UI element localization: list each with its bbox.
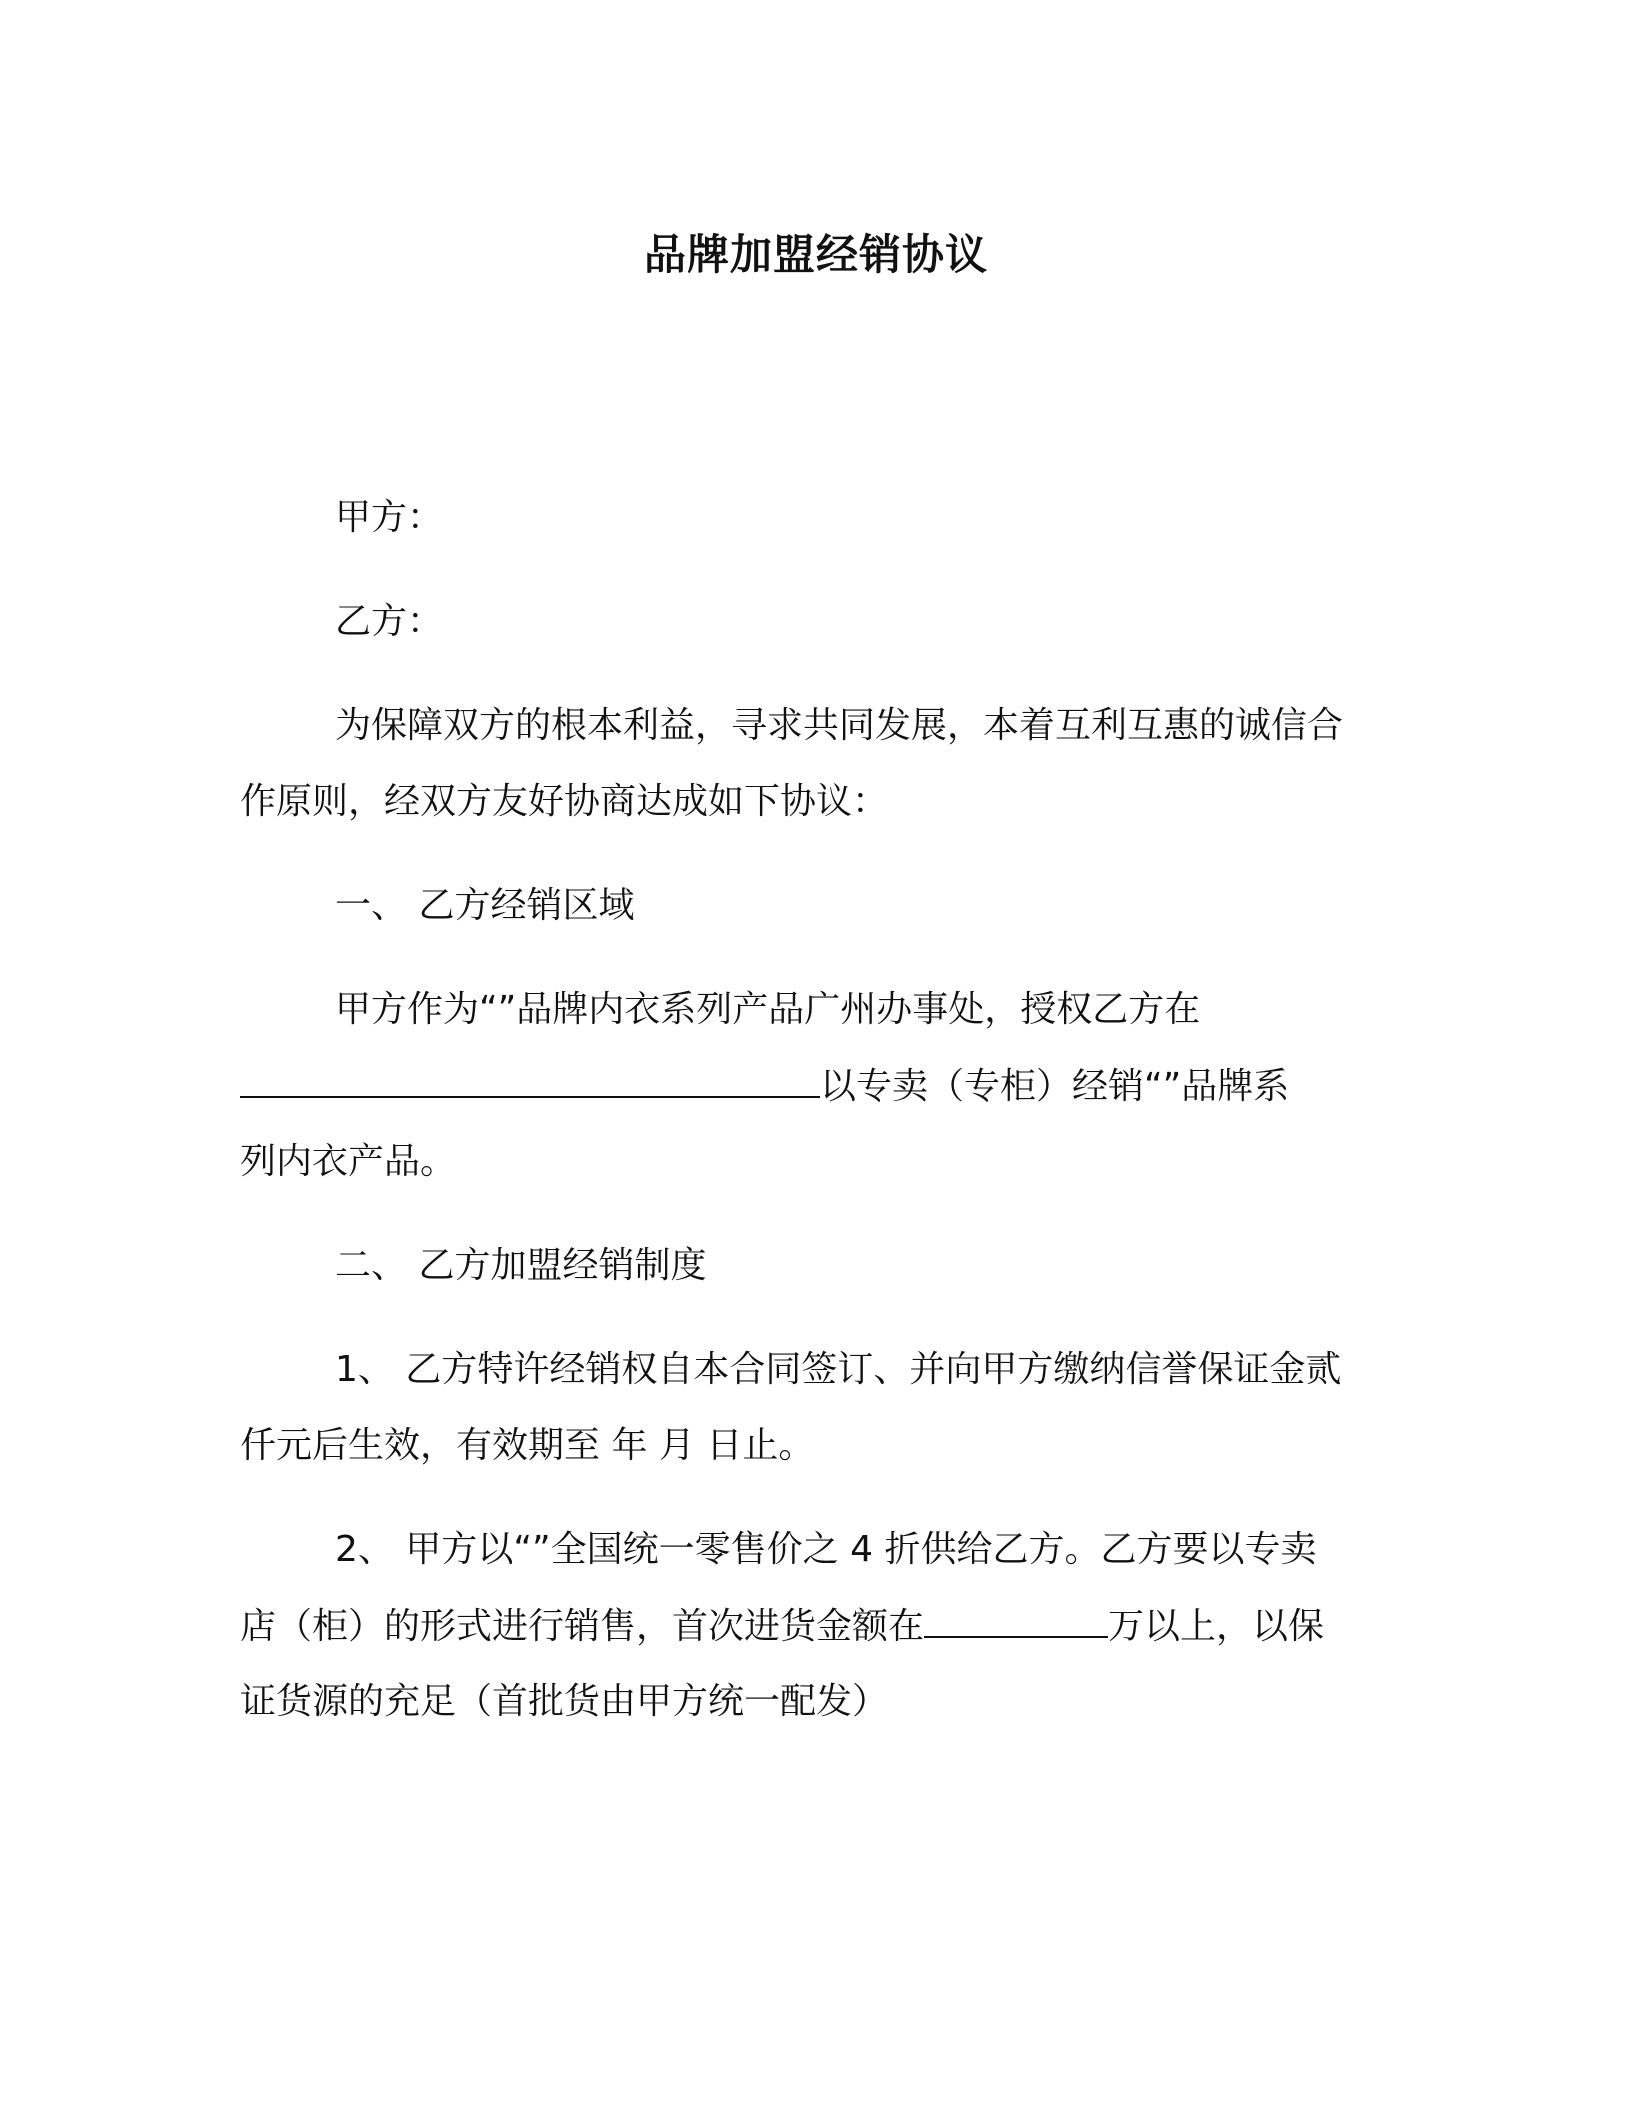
section-1-line-1: 甲方作为“”品牌内衣系列产品广州办事处，授权乙方在 <box>335 989 1201 1030</box>
section-1-heading: 一、 乙方经销区域 <box>335 885 635 926</box>
document-title: 品牌加盟经销协议 <box>643 230 988 279</box>
preamble-line-2: 作原则，经双方友好协商达成如下协议： <box>240 781 889 822</box>
section-2-item-2-line-2-text-b: 万以上，以保 <box>1108 1606 1325 1647</box>
section-2-item-2-line-3: 证货源的充足（首批货由甲方统一配发） <box>240 1681 889 1722</box>
preamble-line-1: 为保障双方的根本利益，寻求共同发展，本着互利互惠的诚信合 <box>335 705 1344 746</box>
section-2-item-2-line-2-text-a: 店（柜）的形式进行销售，首次进货金额在 <box>240 1606 925 1647</box>
section-2-heading: 二、 乙方加盟经销制度 <box>335 1245 707 1286</box>
section-2-item-1-line-1: 1、 乙方特许经销权自本合同签订、并向甲方缴纳信誉保证金贰 <box>335 1349 1342 1390</box>
party-a-label: 甲方： <box>335 497 444 538</box>
section-2-item-2-line-2 <box>240 1602 1324 1651</box>
section-1-line-2 <box>240 1062 1289 1111</box>
party-b-label: 乙方： <box>335 601 444 642</box>
section-2-item-2-line-1: 2、 甲方以“”全国统一零售价之 4 折供给乙方。乙方要以专卖 <box>335 1529 1317 1570</box>
section-1-line-3: 列内衣产品。 <box>240 1141 457 1182</box>
amount-blank-field[interactable] <box>924 1602 1108 1638</box>
section-1-line-2-text: 以专卖（专柜）经销“”品牌系 <box>820 1066 1290 1107</box>
section-2-item-1-line-2: 仟元后生效，有效期至 年 月 日止。 <box>240 1425 815 1466</box>
region-blank-field[interactable] <box>240 1062 820 1098</box>
